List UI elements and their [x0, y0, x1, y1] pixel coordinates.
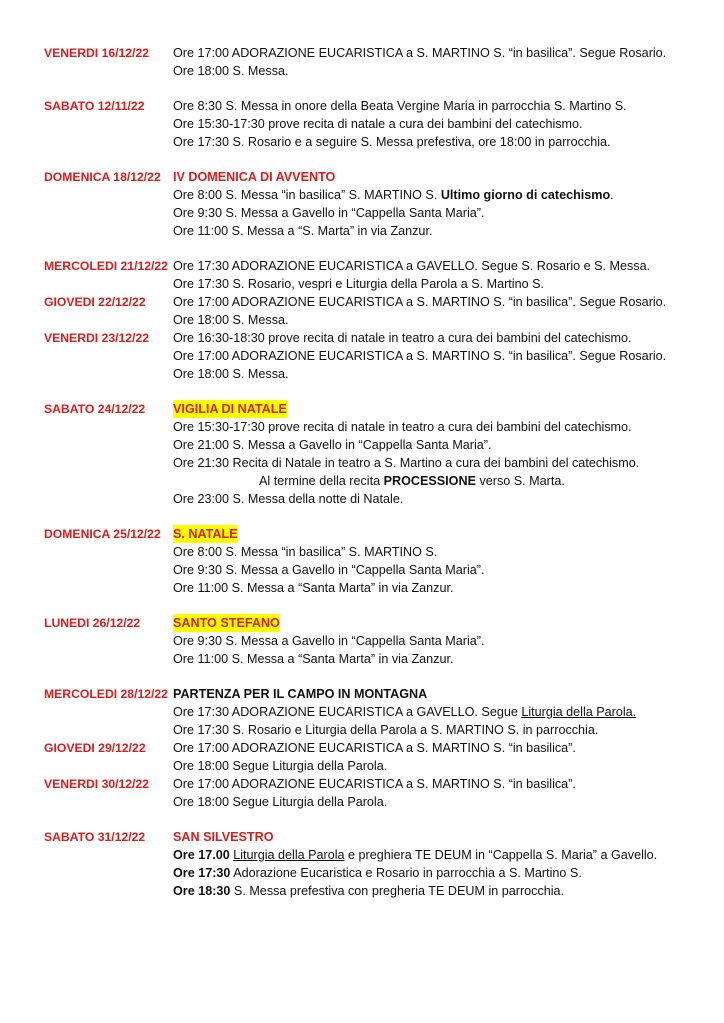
event-time: Ore 17:30 [173, 866, 231, 880]
event-text: Ore 9:30 S. Messa a Gavello in “Cappella Santa Maria”. [173, 563, 485, 577]
event-text: Ore 9:30 S. Messa a Gavello in “Cappella Santa Maria”. [173, 634, 485, 648]
schedule-row [0, 329, 724, 347]
day-title-highlight: S. NATALE [173, 527, 238, 541]
event-text-part: verso S. Marta. [475, 474, 565, 488]
day-label: DOMENICA 25/12/22 [44, 527, 161, 541]
schedule-row [0, 293, 724, 311]
event-text: Ore 11:00 S. Messa a “S. Marta” in via Zanzur. [173, 224, 433, 238]
schedule-row [0, 828, 724, 846]
day-label: VENERDI 16/12/22 [44, 46, 150, 60]
schedule-row [0, 418, 724, 436]
event-text: Ore 21:30 Recita di Natale in teatro a S. Martino a cura dei bambini del catechismo. [173, 456, 640, 470]
event-text: Ore 18:00 Segue Liturgia della Parola. [173, 759, 388, 773]
day-title-highlight: VIGILIA DI NATALE [173, 402, 287, 416]
schedule-row [0, 846, 724, 864]
day-label: MERCOLEDI 28/12/22 [44, 687, 168, 701]
schedule-row [0, 400, 724, 418]
schedule-row [0, 721, 724, 739]
schedule-row [0, 793, 724, 811]
event-text: Ore 17:30 S. Rosario e Liturgia della Parola a S. MARTINO S. in parrocchia. [173, 723, 599, 737]
event-text-part: Ore 8:00 S. Messa “in basilica” S. MARTINO S. [173, 188, 441, 202]
schedule-row [0, 490, 724, 508]
day-label: GIOVEDI 22/12/22 [44, 295, 146, 309]
event-text: Ore 17:00 ADORAZIONE EUCARISTICA a S. MARTINO S. “in basilica”. [173, 741, 576, 755]
day-label: DOMENICA 18/12/22 [44, 170, 161, 184]
schedule-row [0, 115, 724, 133]
event-text [173, 186, 614, 204]
day-label: MERCOLEDI 21/12/22 [44, 259, 168, 273]
event-text: Ore 9:30 S. Messa a Gavello in “Cappella Santa Maria”. [173, 206, 485, 220]
event-text: Ore 17:00 ADORAZIONE EUCARISTICA a S. MARTINO S. “in basilica”. [173, 777, 576, 791]
schedule-row [0, 275, 724, 293]
schedule-row [0, 632, 724, 650]
schedule-row [0, 543, 724, 561]
day-label: GIOVEDI 29/12/22 [44, 741, 146, 755]
day-label: SABATO 24/12/22 [44, 402, 146, 416]
day-title: SAN SILVESTRO [173, 830, 274, 844]
day-label: VENERDI 23/12/22 [44, 331, 150, 345]
event-text: Ore 15:30-17:30 prove recita di natale in teatro a cura dei bambini del catechismo. [173, 420, 632, 434]
event-time: Ore 18:30 [173, 884, 231, 898]
day-title: PARTENZA PER IL CAMPO IN MONTAGNA [173, 687, 428, 701]
schedule-row [0, 97, 724, 115]
event-text: Ore 23:00 S. Messa della notte di Natale. [173, 492, 404, 506]
event-text: Ore 18:00 S. Messa. [173, 367, 289, 381]
schedule-row [0, 347, 724, 365]
schedule-row [0, 525, 724, 543]
schedule-row [0, 739, 724, 757]
event-text [173, 864, 582, 882]
day-title-highlight: SANTO STEFANO [173, 616, 280, 630]
day-title: IV DOMENICA DI AVVENTO [173, 170, 336, 184]
schedule-row [0, 472, 724, 490]
event-text: Ore 21:00 S. Messa a Gavello in “Cappella Santa Maria”. [173, 438, 492, 452]
schedule-row [0, 222, 724, 240]
schedule-row [0, 775, 724, 793]
schedule-row [0, 365, 724, 383]
schedule-row [0, 133, 724, 151]
event-text [173, 703, 636, 721]
day-label: VENERDI 30/12/22 [44, 777, 150, 791]
event-text [259, 472, 565, 490]
schedule-row [0, 186, 724, 204]
schedule-row [0, 561, 724, 579]
event-text-underlined: Liturgia della Parola [233, 848, 345, 862]
day-label: SABATO 12/11/22 [44, 99, 145, 113]
event-text: Ore 18:00 S. Messa. [173, 313, 289, 327]
schedule-row [0, 864, 724, 882]
event-text: Ore 18:00 Segue Liturgia della Parola. [173, 795, 388, 809]
schedule-row [0, 454, 724, 472]
schedule-row [0, 311, 724, 329]
schedule-row [0, 44, 724, 62]
event-text: Ore 8:00 S. Messa “in basilica” S. MARTINO S. [173, 545, 438, 559]
event-text [173, 882, 564, 900]
event-text: Ore 11:00 S. Messa a “Santa Marta” in via Zanzur. [173, 581, 454, 595]
schedule-row [0, 614, 724, 632]
schedule-row [0, 204, 724, 222]
event-text: Ore 17:30 S. Rosario e a seguire S. Messa prefestiva, ore 18:00 in parrocchia. [173, 135, 611, 149]
event-text-part: e preghiera TE DEUM in “Cappella S. Maria” a Gavello. [344, 848, 658, 862]
event-text-bold: PROCESSIONE [383, 474, 476, 488]
schedule-row [0, 703, 724, 721]
schedule-row [0, 62, 724, 80]
event-text: Ore 11:00 S. Messa a “Santa Marta” in via Zanzur. [173, 652, 454, 666]
event-text: Ore 17:30 ADORAZIONE EUCARISTICA a GAVELLO. Segue S. Rosario e S. Messa. [173, 259, 651, 273]
event-text [173, 846, 657, 864]
event-text-part: . [610, 188, 614, 202]
day-label: SABATO 31/12/22 [44, 830, 146, 844]
schedule-row [0, 757, 724, 775]
event-text-bold: Ultimo giorno di catechismo [440, 188, 611, 202]
schedule-row [0, 579, 724, 597]
schedule-row [0, 257, 724, 275]
schedule-row [0, 168, 724, 186]
event-text: Ore 17:00 ADORAZIONE EUCARISTICA a S. MARTINO S. “in basilica”. Segue Rosario. [173, 349, 667, 363]
event-text: Ore 17:30 S. Rosario, vespri e Liturgia della Parola a S. Martino S. [173, 277, 544, 291]
event-text: Ore 16:30-18:30 prove recita di natale in teatro a cura dei bambini del catechismo. [173, 331, 632, 345]
event-text-part: Ore 17:30 ADORAZIONE EUCARISTICA a GAVELLO. Segue [173, 705, 522, 719]
event-text-part: Adorazione Eucaristica e Rosario in parrocchia a S. Martino S. [230, 866, 582, 880]
event-text: Ore 17:00 ADORAZIONE EUCARISTICA a S. MARTINO S. “in basilica”. Segue Rosario. [173, 295, 667, 309]
schedule-row [0, 436, 724, 454]
event-text: Ore 15:30-17:30 prove recita di natale a cura dei bambini del catechismo. [173, 117, 583, 131]
event-time: Ore 17.00 [173, 848, 230, 862]
event-text: Ore 17:00 ADORAZIONE EUCARISTICA a S. MARTINO S. “in basilica”. Segue Rosario. [173, 46, 667, 60]
schedule-row [0, 685, 724, 703]
event-text-part: S. Messa prefestiva con pregheria TE DEUM in parrocchia. [230, 884, 565, 898]
schedule-row [0, 650, 724, 668]
event-text-part: Al termine della recita [259, 474, 384, 488]
event-text-underlined: Liturgia della Parola. [521, 705, 637, 719]
event-text: Ore 18:00 S. Messa. [173, 64, 289, 78]
day-label: LUNEDI 26/12/22 [44, 616, 141, 630]
event-text: Ore 8:30 S. Messa in onore della Beata Vergine Maria in parrocchia S. Martino S. [173, 99, 627, 113]
schedule-row [0, 882, 724, 900]
